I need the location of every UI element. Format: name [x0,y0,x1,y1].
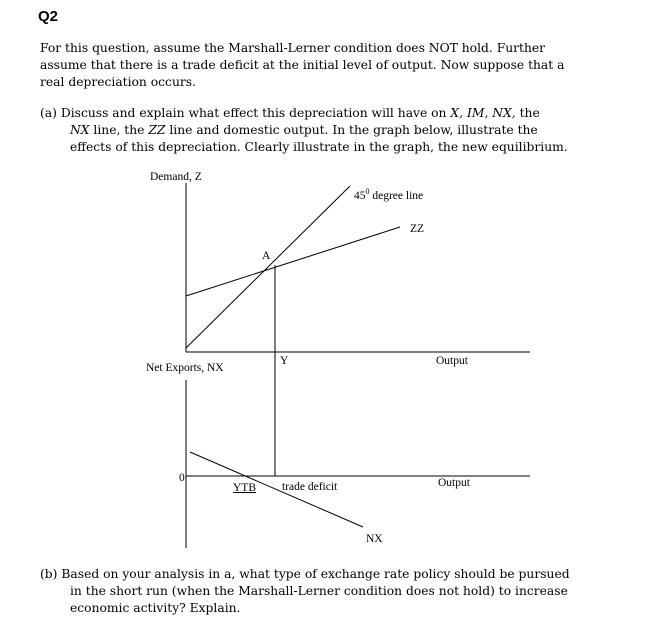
part-b-text: Based on your analysis in a, what type of exchange rate policy should be pursued [61,567,570,581]
intro-line: For this question, assume the Marshall-Lerner condition does NOT hold. Further [40,41,546,55]
nx-label: NX [366,533,383,545]
part-a-text: Discuss and explain what effect this depreciation will have on [60,106,451,120]
part-a-text: line and domestic output. In the graph below, illustrate the [165,123,538,137]
line-45-label-suffix: degree line [369,189,424,202]
part-a-text: line, the [89,123,149,137]
part-b-line-2: in the short run (when the Marshall-Lerner condition does not hold) to increase [70,584,568,598]
part-b-label: (b) [40,567,58,581]
question-number: Q2 [38,8,59,25]
part-a-math: X, IM, NX, [450,106,516,120]
part-b-line-1 [40,566,570,583]
top-y-axis-label: Demand, Z [150,171,202,183]
line-45-label-prefix: 45 [354,189,366,202]
part-a-line-3: effects of this depreciation. Clearly illustrate in the graph, the new equilibrium. [70,140,568,154]
output-y-label: Y [280,355,289,367]
bottom-x-axis-label: Output [438,477,470,489]
part-a-math: ZZ [148,123,166,137]
trade-deficit-label: trade deficit [282,481,338,493]
ytb-label: YTB [233,482,256,494]
bottom-y-axis-label: Net Exports, NX [146,362,224,374]
intro-line: assume that there is a trade deficit at the initial level of output. Now suppose that a [40,58,565,72]
origin-label: 0 [179,472,185,484]
part-a-math: NX [70,123,90,137]
zz-label: ZZ [410,223,425,235]
part-b-paragraph [40,566,570,617]
line-45-degree [186,186,350,348]
top-x-axis-label: Output [436,355,468,367]
intro-line: real depreciation occurs. [40,75,196,89]
part-b-line-3: economic activity? Explain. [70,601,241,615]
part-a-label: (a) [40,106,57,120]
line-45-label [354,187,423,202]
zz-line [186,227,400,296]
equilibrium-a-label: A [262,250,271,262]
part-a-text: the [515,106,540,120]
line-45-label-degree: 0 [365,187,370,196]
